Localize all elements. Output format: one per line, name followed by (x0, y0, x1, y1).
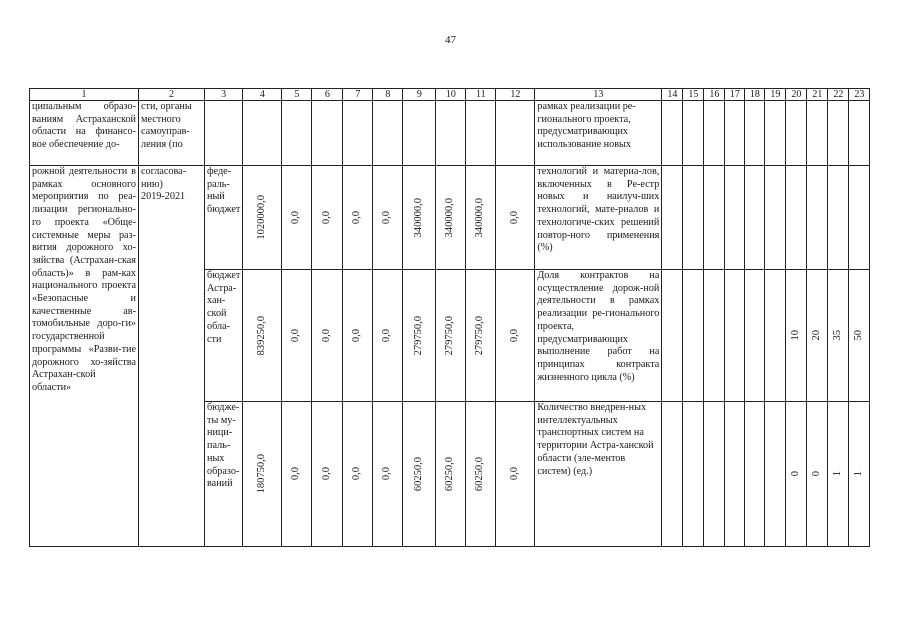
target-cell (745, 270, 765, 402)
target-cell (704, 402, 725, 547)
column-header: 17 (725, 89, 745, 101)
column-header: 10 (436, 89, 466, 101)
value-cell (243, 270, 282, 402)
value-text: 340000,0 (444, 197, 456, 238)
value-text: 0,0 (351, 467, 363, 481)
indicator-cell: Доля контрактов на осуществление дорож-ной деятельности в рамках реализации ре-гионального проекта, предусматривающих выполнение работ на принципах контракта жизненного цикла (%) (535, 270, 662, 402)
value-text: 279750,0 (412, 315, 424, 356)
value-text: 60250,0 (474, 456, 486, 492)
target-cell (745, 166, 765, 270)
value-text: 0,0 (508, 328, 520, 343)
value-text: 0,0 (290, 210, 302, 225)
target-value: 20 (810, 330, 822, 341)
value-cell (282, 166, 312, 270)
funding-source-cell: бюджет Астра-хан-ской обла-сти (205, 270, 243, 402)
target-cell (786, 270, 807, 402)
target-cell (786, 166, 807, 270)
value-cell (496, 270, 535, 402)
column-header: 22 (828, 89, 849, 101)
target-cell (849, 270, 870, 402)
value-cell (496, 402, 535, 547)
value-cell (282, 402, 312, 547)
column-header: 21 (807, 89, 828, 101)
target-cell (683, 270, 704, 402)
value-cell (373, 166, 403, 270)
indicator-cell: технологий и материа-лов, включенных в Ре-естр новых и наилуч-ших технологий, мате-риалов и технологиче-ских решений повтор-ного применения (%) (535, 166, 662, 270)
target-cell (662, 270, 683, 402)
column-header: 7 (343, 89, 373, 101)
column-header: 23 (849, 89, 870, 101)
value-text: 0,0 (381, 328, 393, 343)
value-cell (496, 166, 535, 270)
executor-text: согласова-нию) (141, 166, 187, 190)
measure-name-cell: ципальным образо-ваниям Астраханской области на финансо-вое обеспечение до- (30, 101, 139, 166)
value-text: 340000,0 (474, 197, 486, 238)
target-cell (725, 270, 745, 402)
value-cell (403, 402, 436, 547)
value-text: 0,0 (381, 210, 393, 225)
value-cell (343, 270, 373, 402)
target-cell (786, 402, 807, 547)
column-header: 12 (496, 89, 535, 101)
value-text: 60250,0 (412, 456, 424, 492)
value-cell (312, 166, 343, 270)
value-text: 279750,0 (444, 315, 456, 356)
funding-source-cell: феде-раль-ный бюджет (205, 166, 243, 270)
target-cell (683, 402, 704, 547)
value-text: 0,0 (508, 467, 520, 481)
column-header: 11 (466, 89, 496, 101)
value-cell (312, 402, 343, 547)
period-text: 2019-2021 (141, 191, 186, 203)
value-cell (312, 270, 343, 402)
value-text: 0,0 (351, 210, 363, 225)
value-cell (373, 402, 403, 547)
value-cell (403, 270, 436, 402)
value-cell (243, 402, 282, 547)
column-header: 9 (403, 89, 436, 101)
column-header: 13 (535, 89, 662, 101)
value-cell (282, 270, 312, 402)
target-cell (807, 402, 828, 547)
target-cell (704, 270, 725, 402)
column-header: 1 (30, 89, 139, 101)
page-number: 47 (445, 34, 456, 46)
program-table (29, 88, 870, 547)
executor-cell: сти, органы местного самоуправ-ления (по (139, 101, 205, 166)
target-cell (765, 402, 786, 547)
target-cell (745, 402, 765, 547)
target-value: 50 (852, 330, 864, 341)
column-header: 6 (312, 89, 343, 101)
value-cell (243, 166, 282, 270)
indicator-cell: Количество внедрен-ных интеллектуальных транспортных систем на территории Астра-ханской области (эле-ментов систем) (ед.) (535, 402, 662, 547)
column-header: 14 (662, 89, 683, 101)
indicator-cell: рамках реализации ре-гионального проекта, предусматривающих использование новых (535, 101, 662, 166)
executor-cell (139, 166, 205, 547)
target-cell (725, 166, 745, 270)
value-text: 0,0 (290, 467, 302, 481)
target-cell (765, 270, 786, 402)
column-header: 15 (683, 89, 704, 101)
target-cell (765, 166, 786, 270)
value-text: 0,0 (351, 328, 363, 343)
target-cell (725, 402, 745, 547)
column-header: 5 (282, 89, 312, 101)
value-cell (466, 270, 496, 402)
value-text: 839250,0 (255, 315, 267, 356)
value-cell (466, 402, 496, 547)
column-header: 8 (373, 89, 403, 101)
target-cell (807, 166, 828, 270)
value-cell (343, 402, 373, 547)
value-cell (403, 166, 436, 270)
value-cell (373, 270, 403, 402)
target-value: 1 (831, 471, 843, 477)
value-cell (436, 402, 466, 547)
target-cell (828, 166, 849, 270)
value-text: 0,0 (320, 328, 332, 343)
funding-source-cell: бюдже-ты му-ници-паль-ных образо-ваний (205, 402, 243, 547)
value-text: 0,0 (290, 328, 302, 343)
column-header: 3 (205, 89, 243, 101)
value-cell (343, 166, 373, 270)
target-value: 35 (831, 330, 843, 341)
column-header: 16 (704, 89, 725, 101)
value-text: 1020000,0 (255, 195, 267, 240)
column-number-row (30, 89, 870, 101)
target-value: 0 (789, 471, 801, 477)
value-text: 60250,0 (444, 456, 456, 492)
value-text: 0,0 (320, 467, 332, 481)
column-header: 19 (765, 89, 786, 101)
target-value: 1 (852, 471, 864, 477)
target-cell (849, 402, 870, 547)
value-cell (436, 166, 466, 270)
target-value: 10 (789, 330, 801, 341)
target-cell (662, 166, 683, 270)
value-cell (466, 166, 496, 270)
value-text: 0,0 (508, 210, 520, 225)
column-header: 2 (139, 89, 205, 101)
target-cell (662, 402, 683, 547)
column-header: 4 (243, 89, 282, 101)
table-row-continuation (30, 101, 870, 166)
value-text: 340000,0 (412, 197, 424, 238)
target-cell (807, 270, 828, 402)
table-row (30, 166, 870, 270)
target-cell (828, 270, 849, 402)
target-cell (683, 166, 704, 270)
target-cell (828, 402, 849, 547)
value-cell (436, 270, 466, 402)
value-text: 180750,0 (255, 454, 267, 494)
target-cell (849, 166, 870, 270)
target-cell (704, 166, 725, 270)
column-header: 18 (745, 89, 765, 101)
value-text: 0,0 (381, 467, 393, 481)
value-text: 279750,0 (474, 315, 486, 356)
measure-name-cell: рожной деятельности в рамках основного мероприятия по реа-лизации регионально-го проекта «Обще-системные меры раз-вития дорожного хо-зяйства (Астрахан-ская область)» в рам-ках национального проекта «Безопасные и качественные ав-томобильные доро-ги» государственной программы «Разви-тие дорожного хо-зяйства Астрахан-ской области» (30, 166, 139, 547)
value-text: 0,0 (320, 210, 332, 225)
column-header: 20 (786, 89, 807, 101)
target-value: 0 (810, 471, 822, 477)
